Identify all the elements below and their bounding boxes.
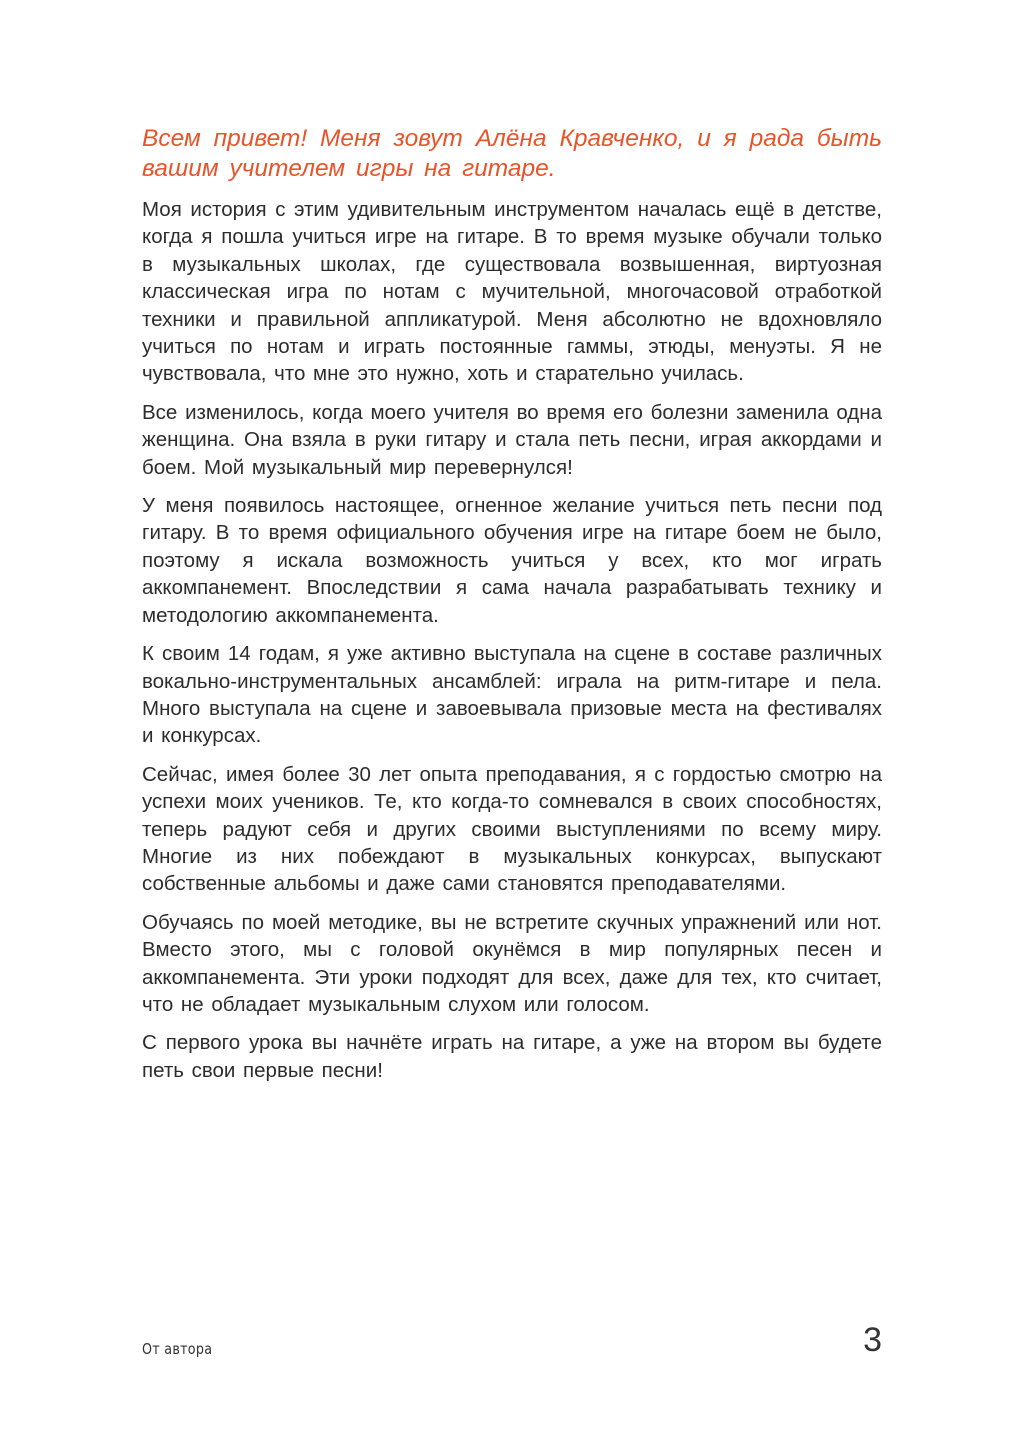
paragraph-desire: У меня появилось настоящее, огненное желание учиться петь песни под гитару. В то время официального обучения игре на гитаре боем не было, поэтому я искала возможность учиться у всех, кто мог играть аккомпанемент. Впоследствии я сама начала разрабатывать технику и методологию аккомпанемента. xyxy=(142,494,882,627)
paragraph-method: Обучаясь по моей методике, вы не встретите скучных упражнений или нот. Вместо этого, мы с головой окунёмся в мир популярных песен и аккомпанемента. Эти уроки подходят для всех, даже для тех, кто считает, что не обладает музыкальным слухом или голосом. xyxy=(142,910,882,1016)
page-number: 3 xyxy=(863,1321,882,1359)
paragraph-change: Все изменилось, когда моего учителя во время его болезни заменила одна женщина. Она взяла в руки гитару и стала петь песни, играя аккордами и боем. Мой музыкальный мир перевернулся! xyxy=(142,400,882,479)
paragraph-performing: К своим 14 годам, я уже активно выступала на сцене в составе различных вокально-инструментальных ансамблей: играла на ритм-гитаре и пела. Много выступала на сцене и завоевывала призовые места на фестивалях и конкурсах. xyxy=(142,642,882,748)
footer-section-label: От автора xyxy=(142,1340,213,1358)
paragraph-story: Моя история с этим удивительным инструментом началась ещё в детстве, когда я пошла учиться игре на гитаре. В то время музыке обучали только в музыкальных школах, где существовала возвышенная, виртуозная классическая игра по нотам с мучительной, многочасовой отработкой техники и правильной аппликатурой. Меня абсолютно не вдохновляло учиться по нотам и играть постоянные гаммы, этюды, менуэты. Я не чувствовала, что мне это нужно, хоть и старательно училась. xyxy=(142,198,882,386)
paragraph-experience: Сейчас, имея более 30 лет опыта преподавания, я с гордостью смотрю на успехи моих учеников. Те, кто когда-то сомневался в своих способностях, теперь радуют себя и других своими выступлениями по всему миру. Многие из них побеждают в музыкальных конкурсах, выпускают собственные альбомы и даже сами становятся преподавателями. xyxy=(142,762,882,896)
page-content xyxy=(142,124,882,1095)
paragraph-first-lesson: С первого урока вы начнёте играть на гитаре, а уже на втором вы будете петь свои первые песни! xyxy=(142,1031,882,1082)
intro-heading: Всем привет! Меня зовут Алёна Кравченко, и я рада быть вашим учителем игры на гитаре. xyxy=(142,125,882,182)
